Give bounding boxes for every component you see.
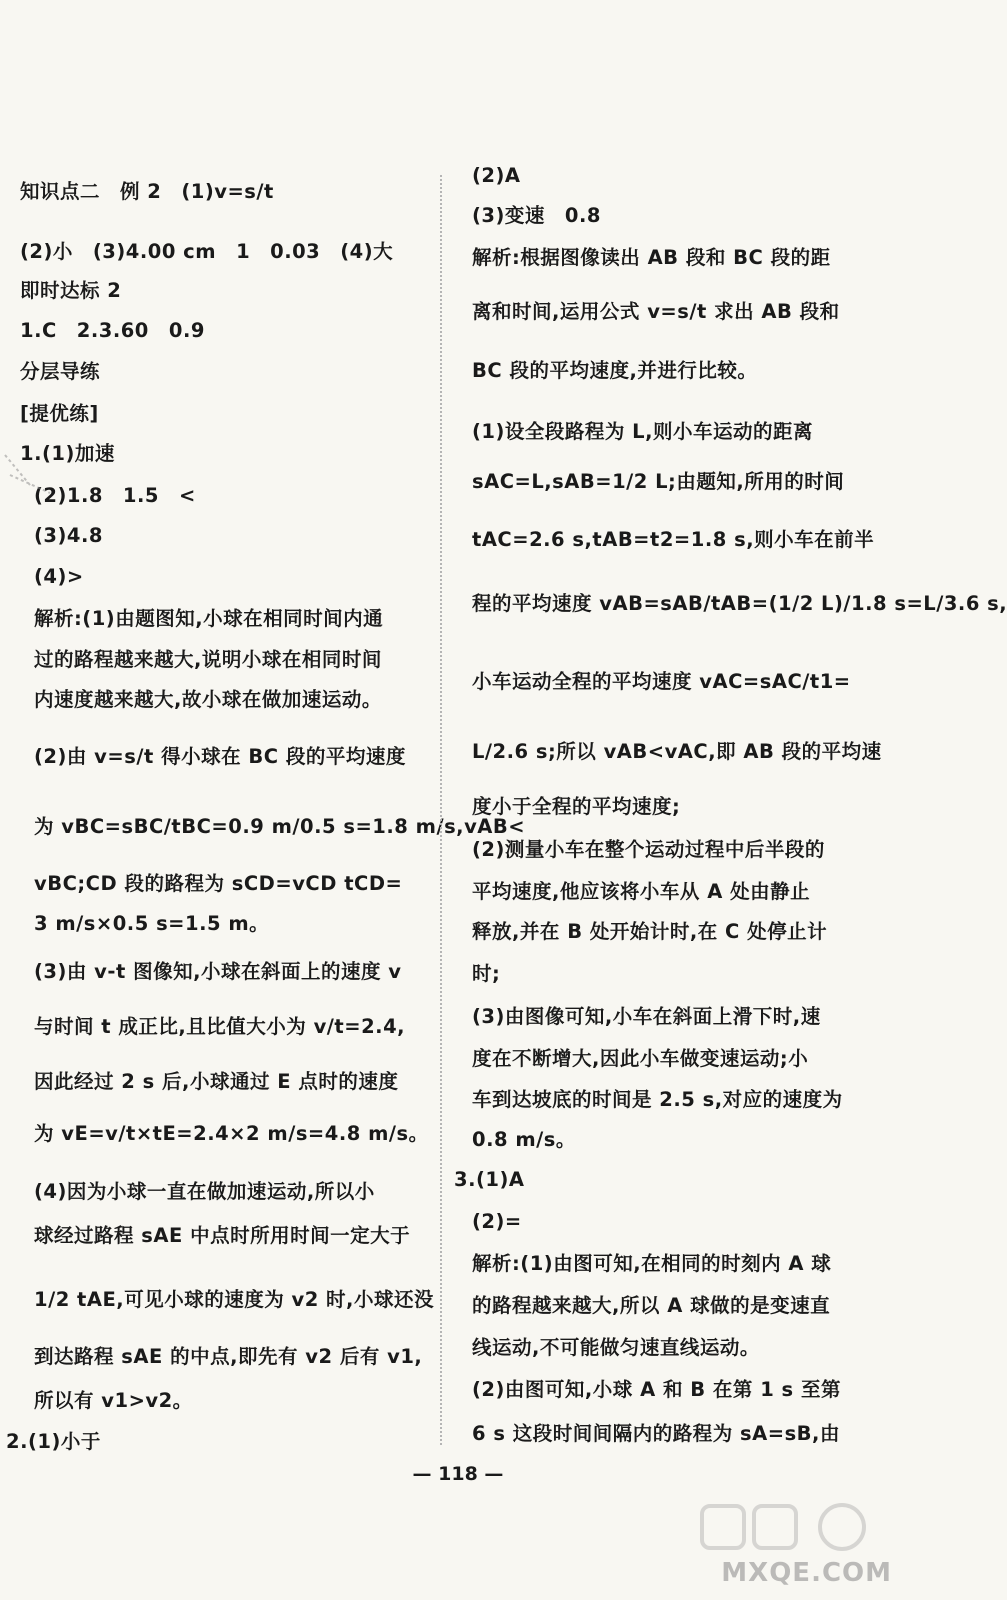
left-line-6: 1.(1)加速 bbox=[20, 442, 115, 465]
left-line-14: 为 vBC=sBC/tBC=0.9 m/0.5 s=1.8 m/s,vAB< bbox=[34, 815, 526, 838]
left-line-0: 知识点二 例 2 (1)v=s/t bbox=[20, 180, 274, 203]
right-line-24: 线运动,不可能做匀速直线运动。 bbox=[472, 1336, 760, 1359]
left-line-19: 因此经过 2 s 后,小球通过 E 点时的速度 bbox=[34, 1070, 399, 1093]
right-line-17: 度在不断增大,因此小车做变速运动;小 bbox=[472, 1047, 809, 1070]
left-line-12: 内速度越来越大,故小球在做加速运动。 bbox=[34, 688, 382, 711]
left-line-11: 过的路程越来越大,说明小球在相同时间 bbox=[34, 648, 382, 671]
left-line-4: 分层导练 bbox=[20, 360, 101, 383]
right-line-12: (2)测量小车在整个运动过程中后半段的 bbox=[472, 838, 825, 861]
right-line-18: 车到达坡底的时间是 2.5 s,对应的速度为 bbox=[472, 1088, 843, 1111]
right-line-13: 平均速度,他应该将小车从 A 处由静止 bbox=[472, 880, 811, 903]
left-line-7: (2)1.8 1.5 < bbox=[34, 484, 196, 507]
right-line-1: (3)变速 0.8 bbox=[472, 204, 601, 227]
left-line-5: [提优练] bbox=[20, 402, 99, 425]
watermark-text: MXQE.COM bbox=[721, 1558, 892, 1588]
right-line-0: (2)A bbox=[472, 164, 521, 187]
right-line-25: (2)由图可知,小球 A 和 B 在第 1 s 至第 bbox=[472, 1378, 841, 1401]
left-line-2: 即时达标 2 bbox=[20, 279, 122, 302]
right-line-6: sAC=L,sAB=1/2 L;由题知,所用的时间 bbox=[472, 470, 845, 493]
left-line-8: (3)4.8 bbox=[34, 524, 103, 547]
right-line-4: BC 段的平均速度,并进行比较。 bbox=[472, 359, 758, 382]
left-line-1: (2)小 (3)4.00 cm 1 0.03 (4)大 bbox=[20, 240, 394, 263]
left-line-13: (2)由 v=s/t 得小球在 BC 段的平均速度 bbox=[34, 745, 406, 768]
left-line-3: 1.C 2.3.60 0.9 bbox=[20, 319, 205, 342]
scan-artifact-icon bbox=[0, 445, 60, 505]
left-line-21: (4)因为小球一直在做加速运动,所以小 bbox=[34, 1180, 375, 1203]
right-line-21: (2)= bbox=[472, 1210, 522, 1233]
left-line-16: 3 m/s×0.5 s=1.5 m。 bbox=[34, 912, 270, 935]
right-line-20: 3.(1)A bbox=[454, 1168, 525, 1191]
right-line-22: 解析:(1)由图可知,在相同的时刻内 A 球 bbox=[472, 1252, 832, 1275]
right-line-14: 释放,并在 B 处开始计时,在 C 处停止计 bbox=[472, 920, 828, 943]
left-line-17: (3)由 v-t 图像知,小球在斜面上的速度 v bbox=[34, 960, 402, 983]
left-line-26: 2.(1)小于 bbox=[6, 1430, 101, 1453]
right-line-23: 的路程越来越大,所以 A 球做的是变速直 bbox=[472, 1294, 831, 1317]
left-line-22: 球经过路程 sAE 中点时所用时间一定大于 bbox=[34, 1224, 411, 1247]
left-line-9: (4)> bbox=[34, 565, 84, 588]
right-line-7: tAC=2.6 s,tAB=t2=1.8 s,则小车在前半 bbox=[472, 528, 875, 551]
left-line-25: 所以有 v1>v2。 bbox=[34, 1389, 193, 1412]
right-line-2: 解析:根据图像读出 AB 段和 BC 段的距 bbox=[472, 246, 831, 269]
right-line-5: (1)设全段路程为 L,则小车运动的距离 bbox=[472, 420, 814, 443]
right-line-10: L/2.6 s;所以 vAB<vAC,即 AB 段的平均速 bbox=[472, 740, 882, 763]
left-line-15: vBC;CD 段的路程为 sCD=vCD tCD= bbox=[34, 872, 403, 895]
right-line-11: 度小于全程的平均速度; bbox=[472, 795, 681, 818]
column-divider bbox=[440, 175, 442, 1445]
page-number: — 118 — bbox=[412, 1463, 504, 1485]
right-line-15: 时; bbox=[472, 962, 501, 985]
right-line-19: 0.8 m/s。 bbox=[472, 1128, 576, 1151]
right-line-9: 小车运动全程的平均速度 vAC=sAC/t1= bbox=[472, 670, 851, 693]
right-line-26: 6 s 这段时间间隔内的路程为 sA=sB,由 bbox=[472, 1422, 840, 1445]
right-line-8: 程的平均速度 vAB=sAB/tAB=(1/2 L)/1.8 s=L/3.6 s, bbox=[472, 592, 1007, 615]
right-line-3: 离和时间,运用公式 v=s/t 求出 AB 段和 bbox=[472, 300, 840, 323]
left-line-23: 1/2 tAE,可见小球的速度为 v2 时,小球还没 bbox=[34, 1288, 434, 1311]
left-line-10: 解析:(1)由题图知,小球在相同时间内通 bbox=[34, 607, 384, 630]
right-line-16: (3)由图像可知,小车在斜面上滑下时,速 bbox=[472, 1005, 821, 1028]
left-line-24: 到达路程 sAE 的中点,即先有 v2 后有 v1, bbox=[34, 1345, 423, 1368]
left-line-18: 与时间 t 成正比,且比值大小为 v/t=2.4, bbox=[34, 1015, 406, 1038]
left-line-20: 为 vE=v/t×tE=2.4×2 m/s=4.8 m/s。 bbox=[34, 1122, 429, 1145]
